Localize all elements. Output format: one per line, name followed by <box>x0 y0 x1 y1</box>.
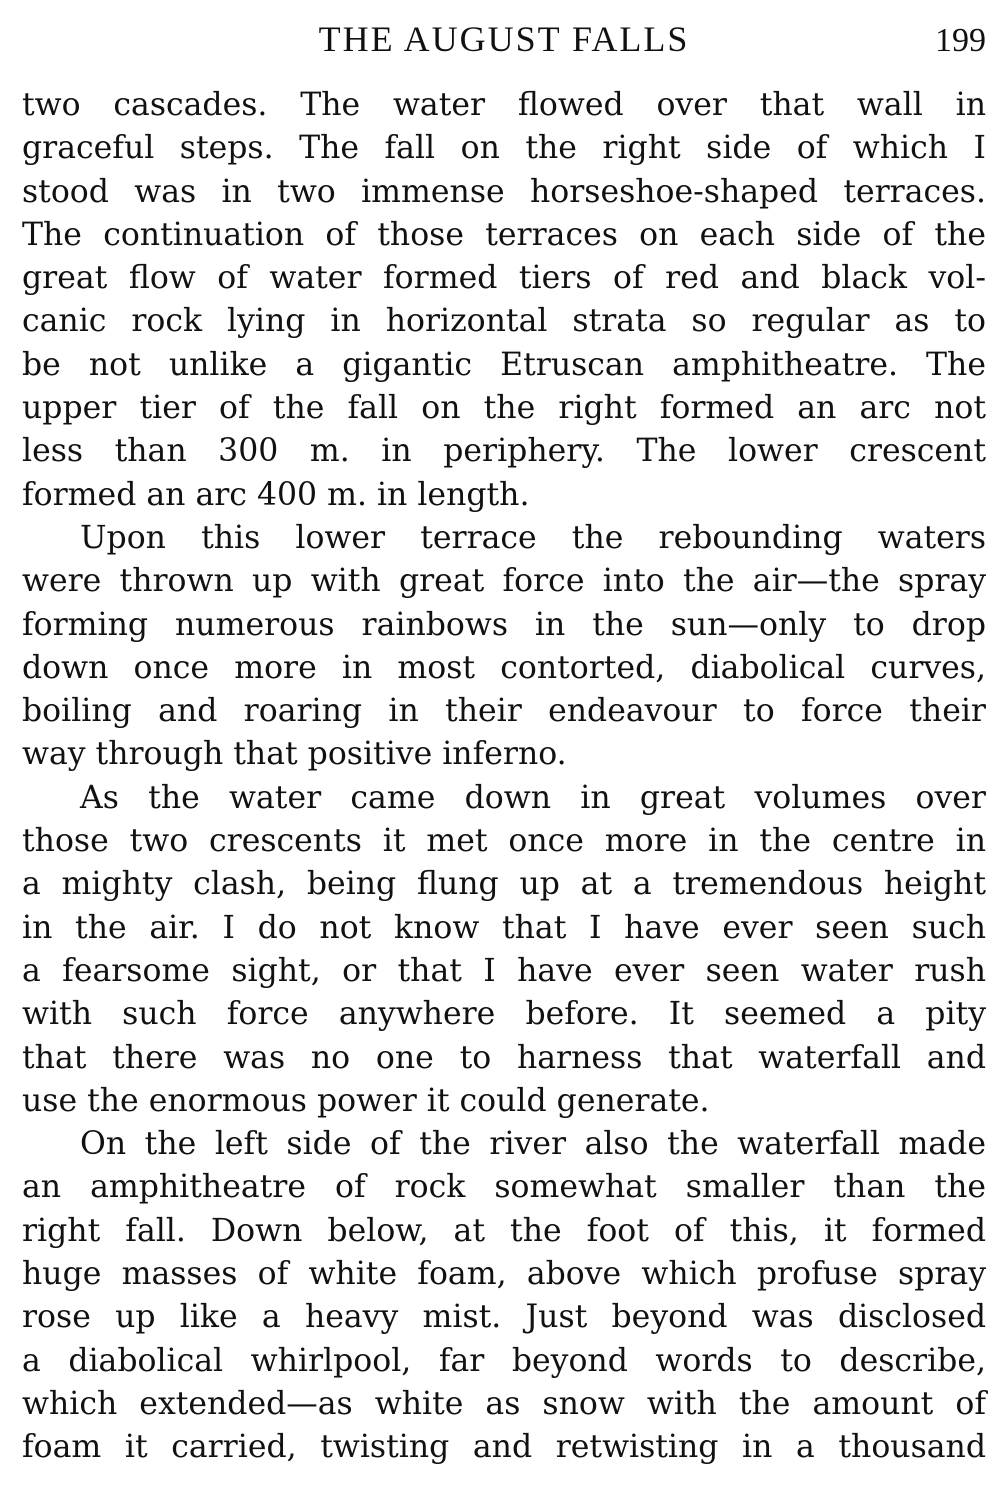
text-line: canic rock lying in horizontal strata so regular as to <box>22 303 986 340</box>
text-line: less than 300 m. in periphery. The lower crescent <box>22 433 986 470</box>
text-line: upper tier of the fall on the right formed an arc not <box>22 390 986 427</box>
text-line: huge masses of white foam, above which profuse spray <box>22 1256 986 1293</box>
book-page <box>22 16 986 1481</box>
text-line: The continuation of those terraces on each side of the <box>22 216 986 253</box>
text-line: forming numerous rainbows in the sun—only to drop <box>22 606 986 643</box>
page-header <box>22 16 986 64</box>
text-line: a diabolical whirlpool, far beyond words to describe, <box>22 1342 986 1379</box>
text-line: stood was in two immense horseshoe-shaped terraces. <box>22 173 986 210</box>
paragraph-start-line: As the water came down in great volumes over <box>80 779 986 816</box>
paragraph-end-line: use the enormous power it could generate. <box>22 1082 710 1119</box>
text-line: were thrown up with great force into the air—the spray <box>22 563 986 600</box>
text-line: great flow of water formed tiers of red and black vol- <box>22 260 986 297</box>
page-number: 199 <box>935 22 986 59</box>
text-line: down once more in most contorted, diabolical curves, <box>22 649 986 686</box>
body-text <box>22 84 986 1470</box>
text-line: which extended—as white as snow with the amount of <box>22 1385 986 1422</box>
text-line: in the air. I do not know that I have ever seen such <box>22 909 986 946</box>
text-line: boiling and roaring in their endeavour to force their <box>22 693 986 730</box>
paragraph-end-line: way through that positive inferno. <box>22 736 567 773</box>
paragraph-start-line: Upon this lower terrace the rebounding waters <box>80 519 986 556</box>
text-line: that there was no one to harness that waterfall and <box>22 1039 986 1076</box>
text-line: rose up like a heavy mist. Just beyond was disclosed <box>22 1299 986 1336</box>
text-line: be not unlike a gigantic Etruscan amphitheatre. The <box>22 346 986 383</box>
text-line: a mighty clash, being flung up at a tremendous height <box>22 866 986 903</box>
paragraph-end-line: formed an arc 400 m. in length. <box>22 476 530 513</box>
text-line: with such force anywhere before. It seemed a pity <box>22 996 986 1033</box>
text-line: two cascades. The water flowed over that wall in <box>22 87 986 123</box>
text-line: those two crescents it met once more in the centre in <box>22 823 986 860</box>
text-line: foam it carried, twisting and retwisting in a thousand <box>22 1429 986 1466</box>
text-line: graceful steps. The fall on the right side of which I <box>22 130 986 167</box>
running-title: THE AUGUST FALLS <box>318 19 690 59</box>
text-line: an amphitheatre of rock somewhat smaller than the <box>22 1169 986 1206</box>
text-line: a fearsome sight, or that I have ever seen water rush <box>22 952 986 989</box>
text-line: right fall. Down below, at the foot of this, it formed <box>22 1212 986 1249</box>
paragraph-start-line: On the left side of the river also the waterfall made <box>80 1126 986 1163</box>
